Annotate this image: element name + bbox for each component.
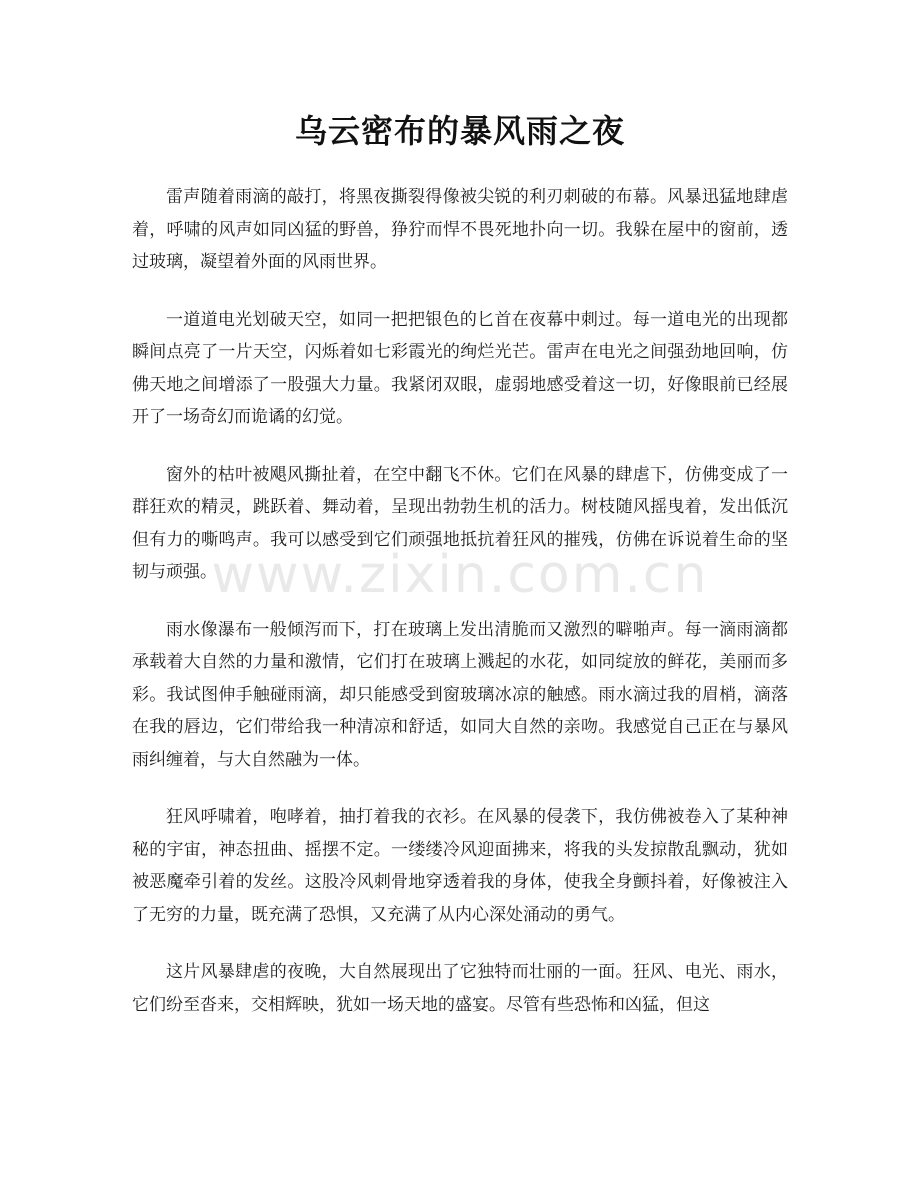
watermark: www.zixin.com.cn [211,545,709,605]
paragraph-6: 这片风暴肆虐的夜晚，大自然展现出了它独特而壮丽的一面。狂风、电光、雨水，它们纷至沓来，交相辉映，犹如一场天地的盛宴。尽管有些恐怖和凶猛，但这 [132,962,788,1015]
paragraph-5: 狂风呼啸着，咆哮着，抽打着我的衣衫。在风暴的侵袭下，我仿佛被卷入了某种神秘的宇宙，神态扭曲、摇摆不定。一缕缕冷风迎面拂来，将我的头发掠散乱飘动，犹如被恶魔牵引着的发丝。这股冷风刺骨地穿透着我的身体，使我全身颤抖着，好像被注入了无穷的力量，既充满了恐惧，又充满了从内心深处涌动的勇气。 [132,807,788,925]
paragraph-4: 雨水像瀑布一般倾泻而下，打在玻璃上发出清脆而又激烈的噼啪声。每一滴雨滴都承载着大自然的力量和激情，它们打在玻璃上溅起的水花，如同绽放的鲜花，美丽而多彩。我试图伸手触碰雨滴，却只能感受到窗玻璃冰凉的触感。雨水滴过我的眉梢，滴落在我的唇边，它们带给我一种清凉和舒适，如同大自然的亲吻。我感觉自己正在与暴风雨纠缠着，与大自然融为一体。 [132,619,788,770]
paragraph-2: 一道道电光划破天空，如同一把把银色的匕首在夜幕中刺过。每一道电光的出现都瞬间点亮了一片天空，闪烁着如七彩霞光的绚烂光芒。雷声在电光之间强劲地回响，仿佛天地之间增添了一股强大力量。我紧闭双眼，虚弱地感受着这一切，好像眼前已经展开了一场奇幻而诡谲的幻觉。 [132,309,788,427]
document-body [132,181,788,1046]
paragraph-1: 雷声随着雨滴的敲打，将黑夜撕裂得像被尖锐的利刃刺破的布幕。风暴迅猛地肆虐着，呼啸的风声如同凶猛的野兽，狰狞而悍不畏死地扑向一切。我躲在屋中的窗前，透过玻璃，凝望着外面的风雨世界。 [132,187,788,272]
paragraph-3: 窗外的枯叶被飓风撕扯着，在空中翻飞不休。它们在风暴的肆虐下，仿佛变成了一群狂欢的精灵，跳跃着、舞动着，呈现出勃勃生机的活力。树枝随风摇曳着，发出低沉但有力的嘶鸣声。我可以感受到它们顽强地抵抗着狂风的摧残，仿佛在诉说着生命的坚韧与顽强。 [132,464,788,582]
document-title: 乌云密布的暴风雨之夜 [294,112,625,150]
